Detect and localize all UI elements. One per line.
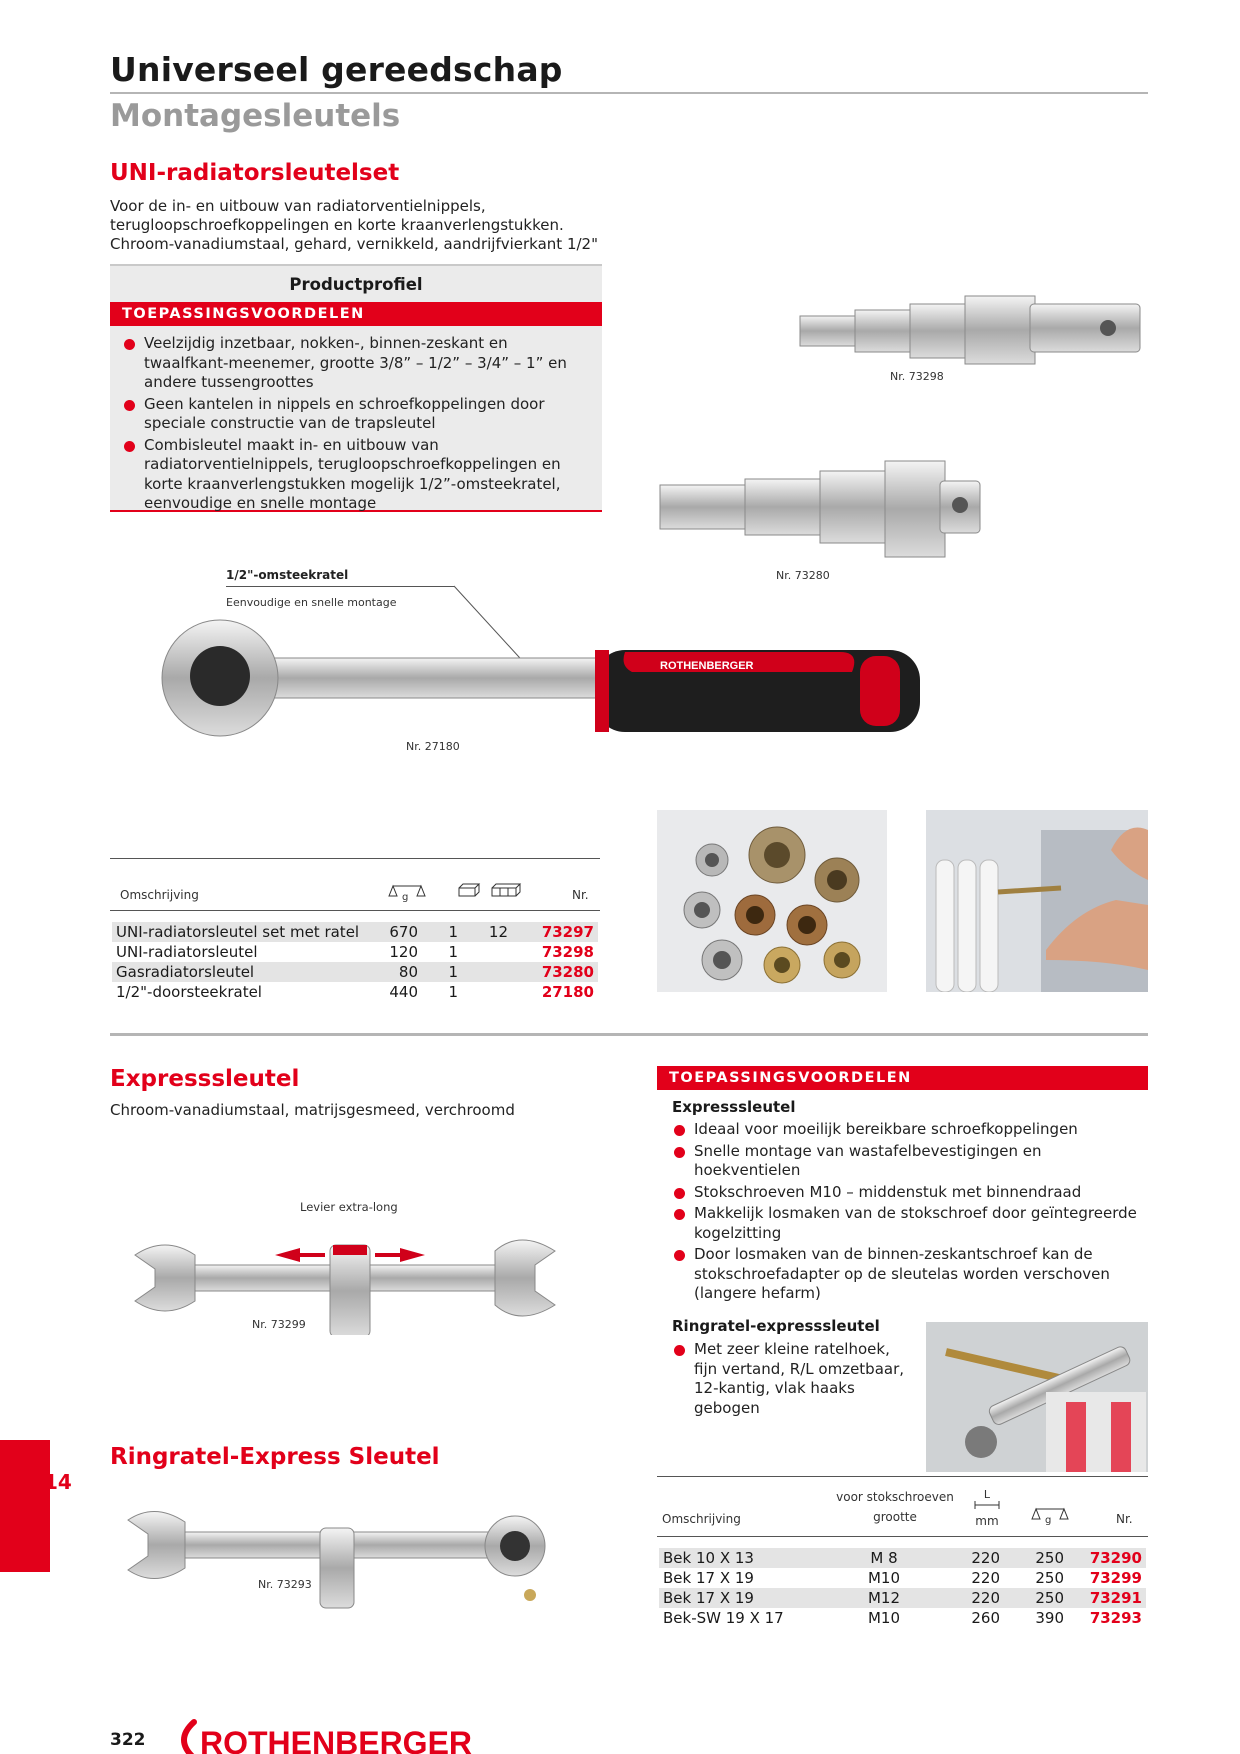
table2-header-description: Omschrijving [662,1512,741,1526]
ringratel-wrench-image [120,1500,560,1610]
length-arrow-icon [972,1500,1002,1510]
table-row: 1/2"-doorsteekratel 440 1 27180 [116,983,594,1001]
table2-header-length-top: L [983,1488,991,1501]
sub-title-ringratel: Ringratel-expresssleutel [672,1317,880,1335]
table-row: Bek 10 X 13 M 8 220 250 73290 [659,1548,1146,1568]
list-item: Ideaal voor moeilijk bereikbare schroefkoppelingen [672,1120,1148,1140]
table2-header-nr: Nr. [1116,1512,1133,1526]
list-item: Makkelijk losmaken van de stokschroef door geïntegreerde kogelzitting [672,1204,1148,1243]
weight-icon [387,882,427,902]
image-label-27180: Nr. 27180 [406,740,460,753]
sockets-photo [657,810,887,992]
table2-header-length-bottom: mm [975,1514,999,1528]
table-row: Bek 17 X 19 M10 220 250 73299 [663,1569,1142,1587]
ringratel-advantages-list [672,1340,912,1420]
table2-header-size-bottom: grootte [873,1510,917,1524]
stepped-key-image-73280 [655,455,985,565]
section-divider [110,1033,1148,1036]
section-title-uni: UNI-radiatorsleutelset [110,160,400,186]
image-label-73299: Nr. 73299 [252,1318,306,1331]
table-top-rule [110,858,600,859]
ratchet-image [140,580,920,760]
stepped-key-image-73298 [790,290,1150,370]
logo-text: ROTHENBERGER [200,1725,473,1754]
page-title: Universeel gereedschap [110,50,563,89]
svg-text:g: g [1045,1515,1052,1525]
table-row: Bek 17 X 19 M12 220 250 73291 [659,1588,1146,1608]
ringratel-usage-photo [926,1322,1148,1472]
table-row: Bek-SW 19 X 17 M10 260 390 73293 [663,1609,1142,1627]
profile-heading: Productprofiel [289,275,423,294]
list-item: Veelzijdig inzetbaar, nokken-, binnen-zeskant en twaalfkant-meenemer, grootte 3/8” – 1/2” – 3/4” – 1” en andere tussengroottes [110,334,590,393]
table2-top-rule [657,1476,1148,1477]
table-header-nr: Nr. [572,888,589,902]
list-item: Met zeer kleine ratelhoek, fijn vertand, R/L omzetbaar, 12-kantig, vlak haaks gebogen [672,1340,912,1418]
product-table-express [659,1548,1146,1628]
ratchet-caption: Eenvoudige en snelle montage [226,596,397,609]
list-item: Snelle montage van wastafelbevestigingen en hoekventielen [672,1142,1148,1181]
image-label-73280: Nr. 73280 [776,569,830,582]
list-item: Combisleutel maakt in- en uitbouw van radiatorventielnippels, terugloopschroefkoppelingen en korte kraanverlengstukken mogelijk 1/2”-omsteekratel, eenvoudige en snelle montage [110,436,590,514]
weight-icon [1030,1505,1070,1525]
table-header-rule [110,910,600,911]
box-unit-icon [490,882,522,898]
package-unit-icon [457,882,481,898]
sub-title-expresssleutel: Expresssleutel [672,1098,796,1116]
ratchet-title: 1/2"-omsteekratel [226,568,349,582]
chapter-tab [0,1440,50,1572]
table-row: UNI-radiatorsleutel 120 1 73298 [116,943,594,961]
express-wrench-image [125,1215,565,1335]
express-advantages-list [672,1120,1148,1306]
advantages-heading-express: TOEPASSINGSVOORDELEN [657,1066,1148,1090]
list-item: Stokschroeven M10 – middenstuk met binnendraad [672,1183,1148,1203]
rothenberger-logo [172,1718,532,1754]
table2-header-size-top: voor stokschroeven [836,1490,954,1504]
page-subtitle: Montagesleutels [110,98,401,134]
image-label-73293: Nr. 73293 [258,1578,312,1591]
image-label-73298: Nr. 73298 [890,370,944,383]
advantages-list [110,334,602,514]
table2-header-rule [657,1536,1148,1537]
svg-text:g: g [402,892,409,902]
page-number: 322 [110,1730,146,1750]
advantages-heading: TOEPASSINGSVOORDELEN [110,302,602,326]
header-divider [110,92,1148,94]
list-item: Door losmaken van de binnen-zeskantschroef kan de stokschroefadapter op de sleutelas worden verschoven (langere hefarm) [672,1245,1148,1304]
section-description-express: Chroom-vanadiumstaal, matrijsgesmeed, verchroomd [110,1101,515,1119]
chapter-number: 14 [44,1470,72,1494]
list-item: Geen kantelen in nippels en schroefkoppelingen door speciale constructie van de trapsleutel [110,395,590,434]
ratchet-brand-text: ROTHENBERGER [660,660,754,672]
section-title-express: Expresssleutel [110,1066,300,1092]
section-description-uni: Voor de in- en uitbouw van radiatorventielnippels, terugloopschroefkoppelingen en korte kraanverlengstukken. Chroom-vanadiumstaal, gehard, vernikkeld, aandrijfvierkant 1/2" [110,197,598,253]
product-table-uni [112,922,598,1002]
product-profile-box [110,264,602,512]
section-title-ringratel: Ringratel-Express Sleutel [110,1444,440,1470]
wrench-title: Levier extra-long [300,1200,398,1214]
radiator-photo [926,810,1148,992]
table-row: UNI-radiatorsleutel set met ratel 670 1 12 73297 [112,922,598,942]
table-row: Gasradiatorsleutel 80 1 73280 [112,962,598,982]
table-header-description: Omschrijving [120,888,199,902]
